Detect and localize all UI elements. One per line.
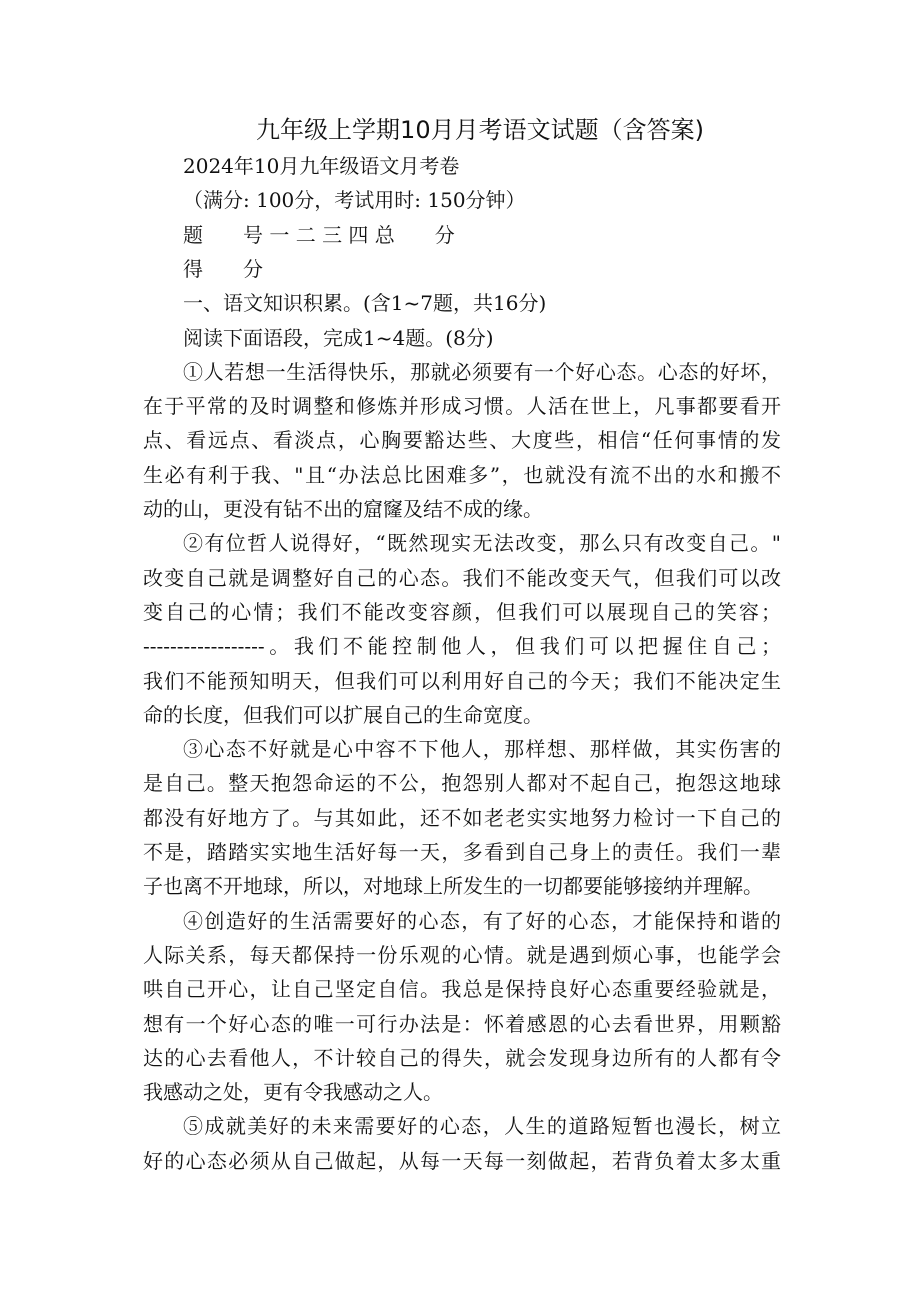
paragraph-line: 想有一个好心态的唯一可行办法是：怀着感恩的心去看世界，用颗豁 xyxy=(143,1011,781,1036)
paragraph-line: 在于平常的及时调整和修炼并形成习惯。人活在世上，凡事都要看开 xyxy=(143,394,781,419)
paragraph-line: 人际关系，每天都保持一份乐观的心情。就是遇到烦心事，也能学会 xyxy=(143,942,781,967)
paragraph-line: 我感动之处，更有令我感动之人。 xyxy=(143,1080,443,1105)
paragraph-line: 动的山，更没有钻不出的窟窿及结不成的缘。 xyxy=(143,497,543,521)
header-line: 阅读下面语段，完成1~4题。(8分) xyxy=(183,325,494,350)
header-line: 得 分 xyxy=(183,256,263,281)
paragraph-line: 哄自己开心，让自己坚定自信。我总是保持良好心态重要经验就是， xyxy=(143,977,781,1002)
paragraph-line: ④创造好的生活需要好的心态，有了好的心态，才能保持和谐的 xyxy=(183,908,781,933)
paragraph-line: 改变自己就是调整好自己的心态。我们不能改变天气，但我们可以改 xyxy=(143,565,781,590)
header-line: 题 号 一 二 三 四 总 分 xyxy=(183,222,455,247)
paragraph-line: 子也离不开地球，所以，对地球上所发生的一切都要能够接纳并理解。 xyxy=(143,874,763,899)
paragraph-line: ⑤成就美好的未来需要好的心态，人生的道路短暂也漫长，树立 xyxy=(183,1114,781,1139)
paragraph-line: ------------------。我们不能控制他人，但我们可以把握住自己； xyxy=(143,634,781,659)
paragraph-line: 点、看远点、看淡点，心胸要豁达些、大度些，相信“任何事情的发 xyxy=(143,428,781,453)
header-line: 一、语文知识积累。(含1~7题，共16分) xyxy=(183,291,547,316)
paragraph-line: 是自己。整天抱怨命运的不公，抱怨别人都对不起自己，抱怨这地球 xyxy=(143,771,781,796)
paragraph-line: 达的心去看他人，不计较自己的得失，就会发现身边所有的人都有令 xyxy=(143,1045,781,1070)
paragraph-line: ③心态不好就是心中容不下他人，那样想、那样做，其实伤害的 xyxy=(183,737,781,762)
paragraph-line: 变自己的心情；我们不能改变容颜，但我们可以展现自己的笑容； xyxy=(143,599,781,624)
paragraph-line: 生必有利于我、"且“办法总比困难多”，也就没有流不出的水和搬不 xyxy=(143,462,781,487)
paragraph-line: 命的长度，但我们可以扩展自己的生命宽度。 xyxy=(143,702,543,727)
paragraph-line: 好的心态必须从自己做起，从每一天每一刻做起，若背负着太多太重 xyxy=(143,1148,781,1173)
paragraph-line: ①人若想一生活得快乐，那就必须要有一个好心态。心态的好坏， xyxy=(183,359,781,384)
paragraph-line: ②有位哲人说得好，“既然现实无法改变，那么只有改变自己。" xyxy=(183,531,781,556)
header-line: （满分: 100分，考试用时: 150分钟） xyxy=(183,188,526,213)
header-line: 2024年10月九年级语文月考卷 xyxy=(183,154,460,178)
paragraph-line: 我们不能预知明天，但我们可以利用好自己的今天；我们不能决定生 xyxy=(143,668,781,693)
paragraph-line: 不是，踏踏实实地生活好每一天，多看到自己身上的责任。我们一辈 xyxy=(143,840,781,864)
paragraph-line: 都没有好地方了。与其如此，还不如老老实实地努力检讨一下自己的 xyxy=(143,805,781,830)
document-title: 九年级上学期10月月考语文试题（含答案) xyxy=(256,116,704,144)
